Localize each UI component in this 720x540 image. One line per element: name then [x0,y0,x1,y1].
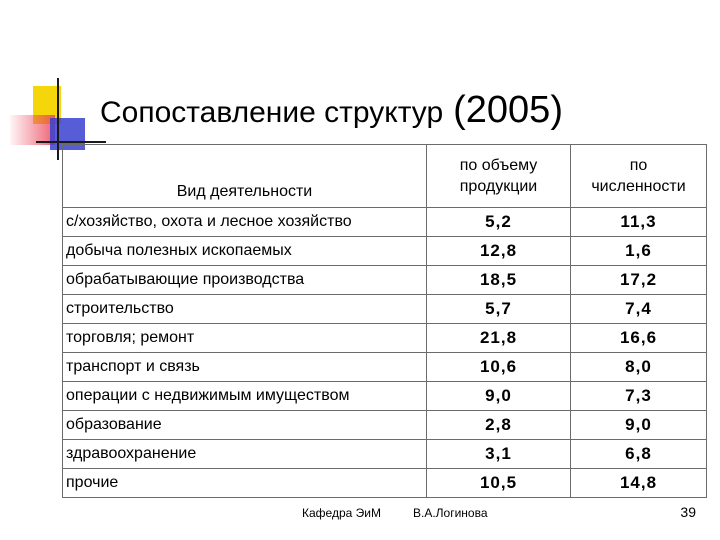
row-output: 2,8 [427,411,571,440]
table-row [63,237,707,266]
page-number: 39 [680,504,696,520]
table-row [63,266,707,295]
row-name: торговля; ремонт [63,324,427,353]
row-output: 10,5 [427,469,571,498]
row-output: 5,2 [427,208,571,237]
table-row [63,295,707,324]
header-by-employment: по численности [571,145,707,208]
footer-department: Кафедра ЭиМ [302,506,381,520]
row-name: образование [63,411,427,440]
table-row [63,382,707,411]
decor-horizontal-line [36,141,106,143]
row-name: с/хозяйство, охота и лесное хозяйство [63,208,427,237]
row-output: 9,0 [427,382,571,411]
table-row [63,469,707,498]
row-employment: 16,6 [571,324,707,353]
row-output: 18,5 [427,266,571,295]
table-row [63,411,707,440]
row-name: строительство [63,295,427,324]
table-header-row [63,145,707,208]
structure-table [62,144,706,498]
table-row [63,324,707,353]
table-row [63,208,707,237]
row-name: обрабатывающие производства [63,266,427,295]
row-name: здравоохранение [63,440,427,469]
row-output: 5,7 [427,295,571,324]
row-employment: 7,3 [571,382,707,411]
header-activity: Вид деятельности [63,145,427,208]
row-output: 10,6 [427,353,571,382]
title-main: Сопоставление структур [100,96,444,129]
header-by-output: по объему продукции [427,145,571,208]
title-year: (2005) [453,89,563,131]
table-row [63,440,707,469]
footer-author: В.А.Логинова [413,506,488,520]
row-employment: 17,2 [571,266,707,295]
table-row [63,353,707,382]
row-employment: 6,8 [571,440,707,469]
row-name: транспорт и связь [63,353,427,382]
row-name: операции с недвижимым имуществом [63,382,427,411]
row-output: 21,8 [427,324,571,353]
row-output: 12,8 [427,237,571,266]
row-employment: 8,0 [571,353,707,382]
decor-vertical-line [57,78,59,160]
row-output: 3,1 [427,440,571,469]
row-employment: 7,4 [571,295,707,324]
row-employment: 1,6 [571,237,707,266]
row-name: добыча полезных ископаемых [63,237,427,266]
row-employment: 14,8 [571,469,707,498]
slide-title [100,86,700,136]
row-employment: 9,0 [571,411,707,440]
row-name: прочие [63,469,427,498]
row-employment: 11,3 [571,208,707,237]
